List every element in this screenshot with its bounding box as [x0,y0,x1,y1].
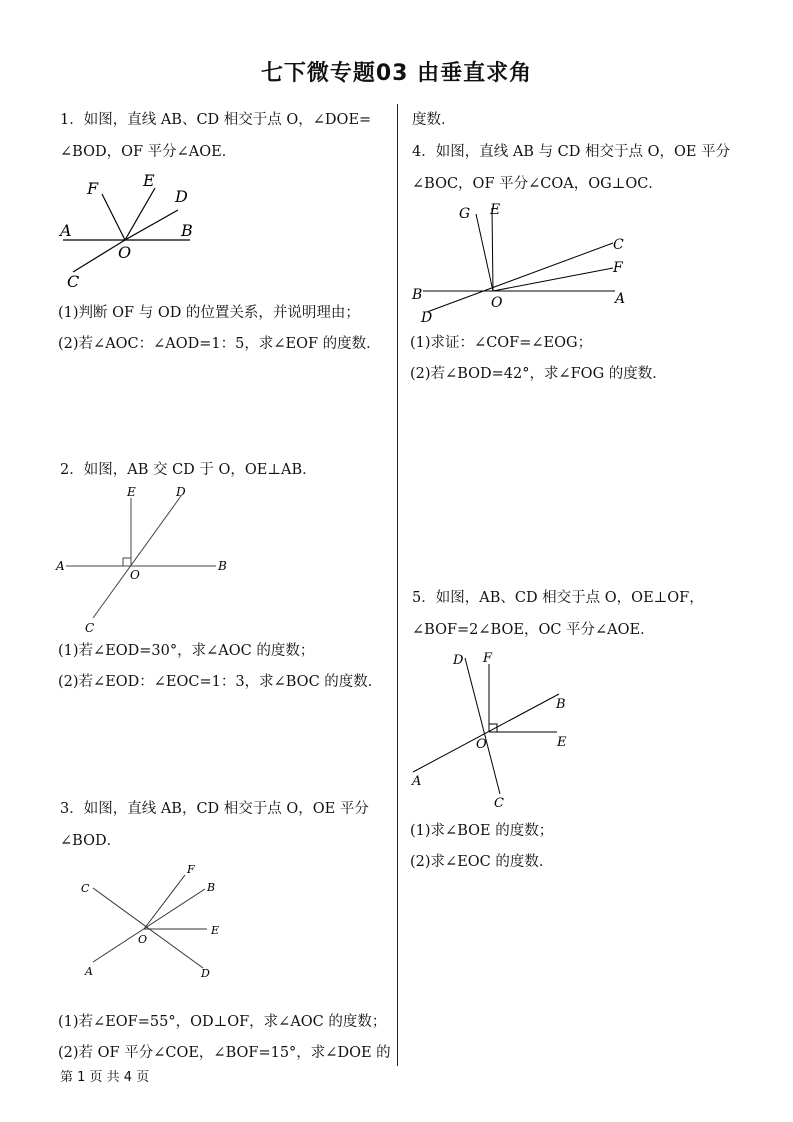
p1-label-b: B [181,221,193,240]
p1-label-c: C [67,272,80,291]
p3-question-2-continued: 度数． [412,112,456,128]
p4-label-o: O [491,295,503,311]
p5-figure [405,644,580,814]
p4-question-1: (1)求证：∠COF=∠EOG； [410,335,593,351]
p4-label-f: F [613,260,623,276]
p1-stem-line1: 1．如图，直线 AB、CD 相交于点 O，∠DOE= [60,112,372,128]
p1-label-e: E [143,171,155,190]
p3-label-f: F [187,863,195,876]
p5-stem-line2: ∠BOF=2∠BOE，OC 平分∠AOE． [412,622,655,638]
p3-label-d: D [201,967,210,980]
p1-label-d: D [175,187,188,206]
p5-label-f: F [483,651,493,666]
p3-label-e: E [211,924,220,937]
p2-label-a: A [56,559,65,573]
p3-stem-line1: 3．如图，直线 AB，CD 相交于点 O，OE 平分 [60,801,369,817]
p3-label-o: O [138,933,148,946]
p2-question-2: (2)若∠EOD：∠EOC=1：3，求∠BOC 的度数． [58,674,383,690]
p4-stem-line2: ∠BOC，OF 平分∠COA，OG⊥OC． [412,176,663,192]
p2-label-e: E [127,485,136,499]
p5-question-1: (1)求∠BOE 的度数； [410,823,554,839]
p5-label-c: C [494,796,504,811]
p4-label-e: E [490,202,501,218]
p2-label-b: B [218,559,227,573]
p2-figure [50,480,240,640]
p4-question-2: (2)若∠BOD=42°，求∠FOG 的度数． [410,366,667,382]
p4-stem-line1: 4．如图，直线 AB 与 CD 相交于点 O，OE 平分 [412,144,731,160]
p1-question-1: (1)判断 OF 与 OD 的位置关系，并说明理由； [58,305,360,321]
p3-figure [75,860,235,985]
page-footer: 第 1 页 共 4 页 [60,1070,150,1085]
column-divider [397,104,398,1066]
p2-label-o: O [130,568,140,582]
p3-label-b: B [207,881,216,894]
p5-label-e: E [557,735,567,750]
p1-figure [55,166,215,292]
p3-label-c: C [81,882,90,895]
page-title: 七下微专题03 由垂直求角 [260,61,533,86]
p2-question-1: (1)若∠EOD=30°，求∠AOC 的度数； [58,643,315,659]
p1-question-2: (2)若∠AOC：∠AOD=1：5，求∠EOF 的度数． [58,336,381,352]
p1-label-o: O [118,243,132,262]
p5-label-b: B [556,697,566,712]
p4-label-b: B [412,287,423,303]
p5-label-a: A [412,774,422,789]
p1-stem-line2: ∠BOD，OF 平分∠AOE． [60,144,237,160]
p1-label-a: A [60,221,72,240]
p4-figure [405,196,635,331]
p3-question-1: (1)若∠EOF=55°，OD⊥OF，求∠AOC 的度数； [58,1014,387,1030]
p5-question-2: (2)求∠EOC 的度数． [410,854,554,870]
p3-question-2: (2)若 OF 平分∠COE，∠BOF=15°，求∠DOE 的 [58,1045,391,1061]
p2-label-d: D [176,485,186,499]
p3-stem-line2: ∠BOD． [60,833,122,849]
p4-label-d: D [421,310,433,326]
p4-label-c: C [613,237,624,253]
p3-label-a: A [85,965,93,978]
p1-label-f: F [87,179,99,198]
p5-label-d: D [453,653,464,668]
p2-stem-line1: 2．如图，AB 交 CD 于 O，OE⊥AB． [60,462,317,478]
p5-stem-line1: 5．如图，AB、CD 相交于点 O，OE⊥OF， [412,590,704,606]
p4-label-g: G [459,206,471,222]
p4-label-a: A [615,291,626,307]
p5-label-o: O [476,737,487,752]
p2-label-c: C [85,621,95,635]
